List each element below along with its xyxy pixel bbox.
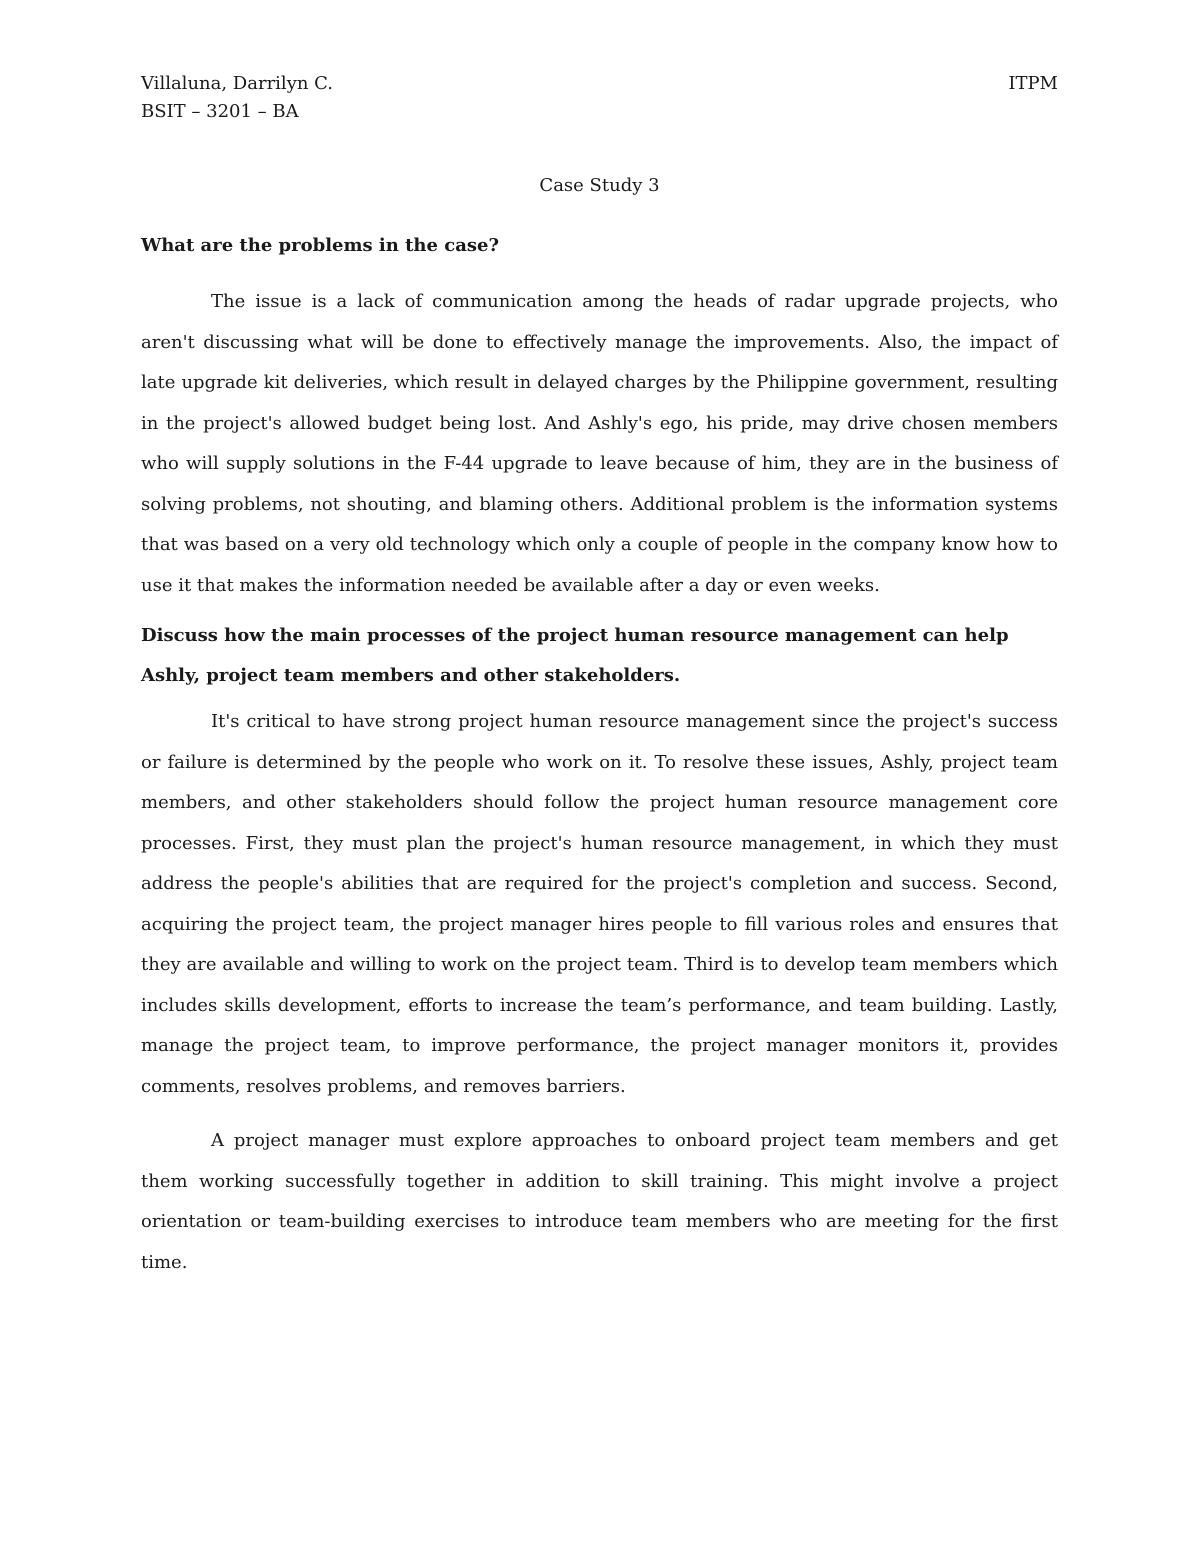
answer-hr-paragraph-2: A project manager must explore approaches to onboard project team members and get them working successfully together in addition to skill training. This might involve a project orientation or team-building exercises to introduce team members who are meeting for the first time. <box>141 1130 1058 1273</box>
header-row <box>141 70 1058 98</box>
course-code: ITPM <box>1008 73 1058 94</box>
question-hr-processes: Discuss how the main processes of the project human resource management can help Ashly, project team members and other stakeholders. <box>141 625 1009 686</box>
question-problems: What are the problems in the case? <box>141 235 499 256</box>
answer-hr-paragraph-1: It's critical to have strong project human resource management since the project's success or failure is determined by the people who work on it. To resolve these issues, Ashly, project team members, and other stakeholders should follow the project human resource management core processes. First, they must plan the project's human resource management, in which they must address the people's abilities that are required for the project's completion and success. Second, acquiring the project team, the project manager hires people to fill various roles and ensures that they are available and willing to work on the project team. Third is to develop team members which includes skills development, efforts to increase the team’s performance, and team building. Lastly, manage the project team, to improve performance, the project manager monitors it, provides comments, resolves problems, and removes barriers. <box>141 711 1058 1097</box>
answer-problems-paragraph: The issue is a lack of communication among the heads of radar upgrade projects, who aren't discussing what will be done to effectively manage the improvements. Also, the impact of late upgrade kit deliveries, which result in delayed charges by the Philippine government, resulting in the project's allowed budget being lost. And Ashly's ego, his pride, may drive chosen members who will supply solutions in the F-44 upgrade to leave because of him, they are in the business of solving problems, not shouting, and blaming others. Additional problem is the information systems that was based on a very old technology which only a couple of people in the company know how to use it that makes the information needed be available after a day or even weeks. <box>141 291 1058 596</box>
section-line: BSIT – 3201 – BA <box>141 101 299 122</box>
document-body <box>141 70 1058 1283</box>
document-title: Case Study 3 <box>539 175 660 196</box>
author-name: Villaluna, Darrilyn C. <box>141 73 334 94</box>
